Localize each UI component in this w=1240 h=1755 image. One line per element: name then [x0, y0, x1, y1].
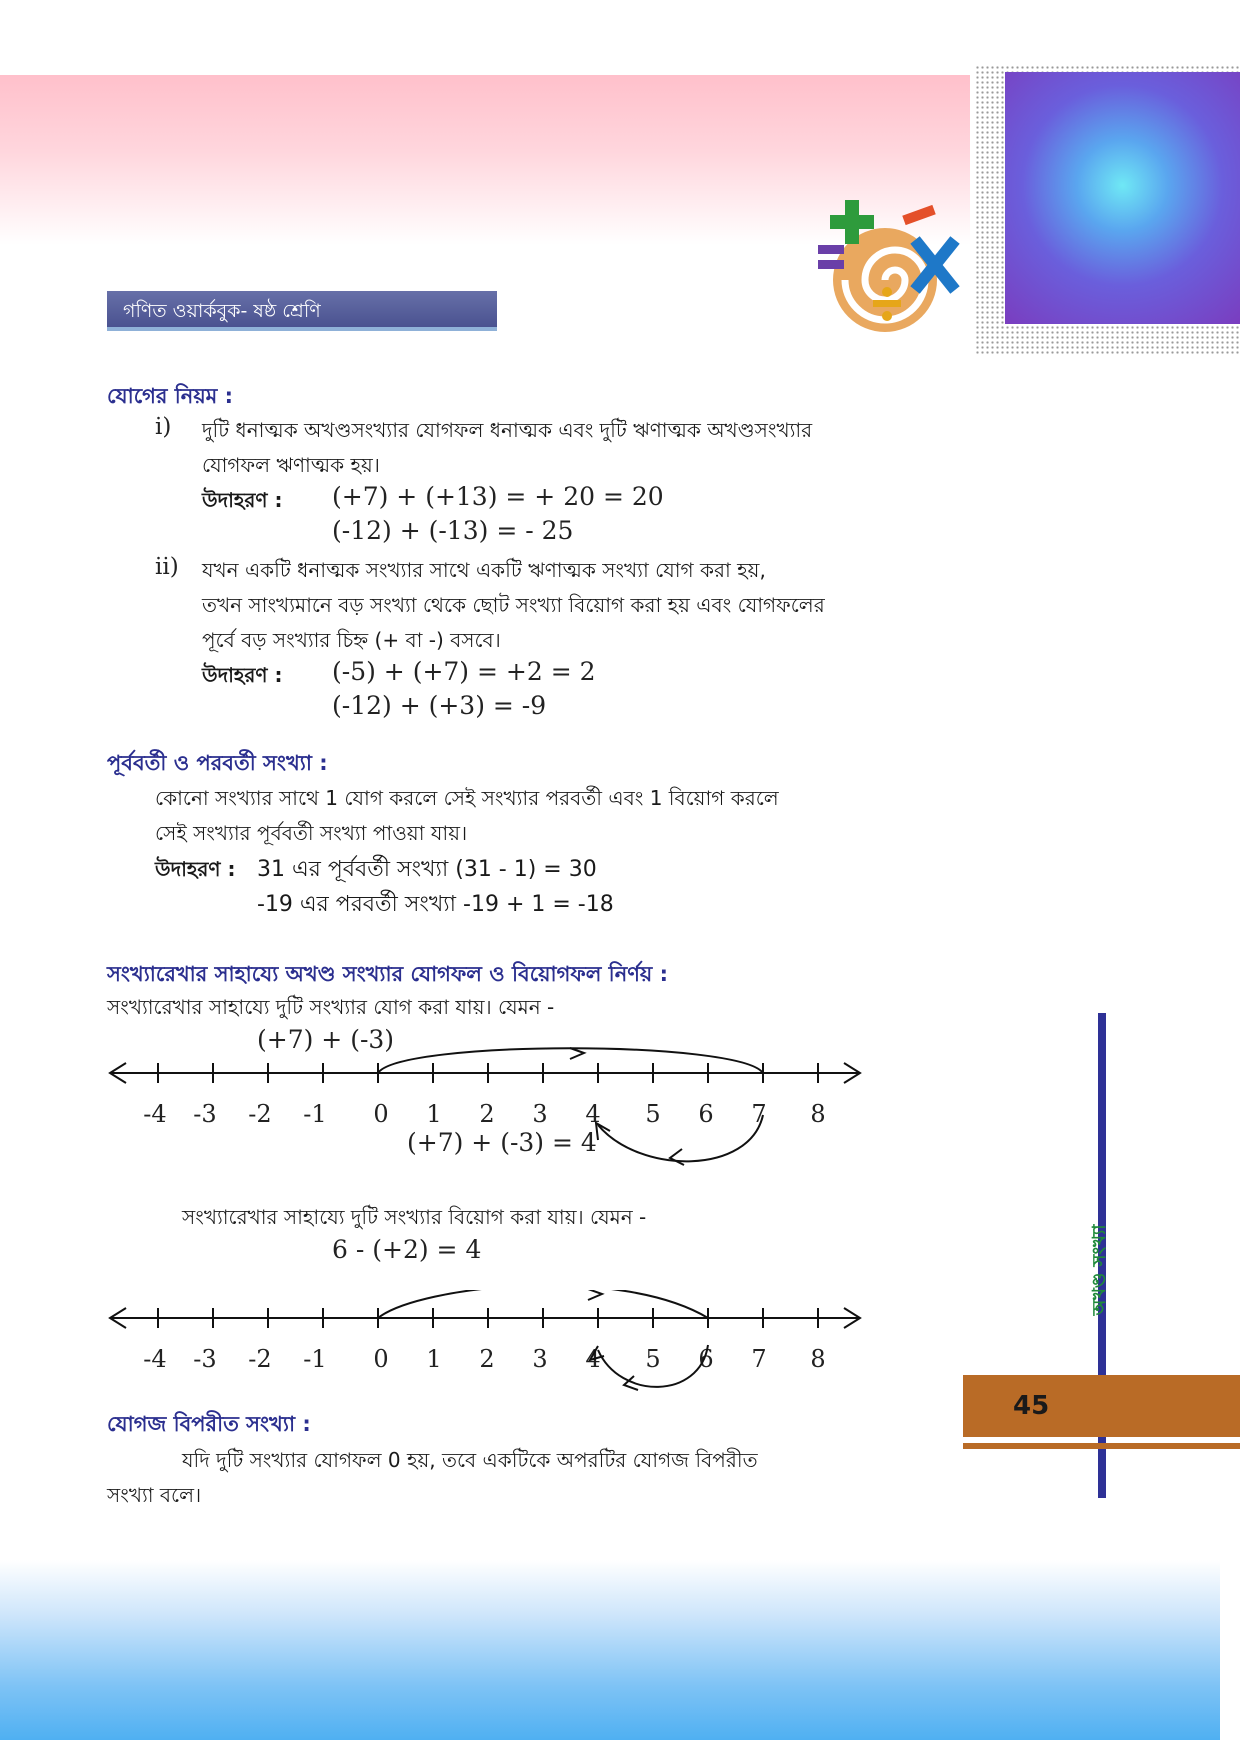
predecessor-line1: কোনো সংখ্যার সাথে 1 যোগ করলে সেই সংখ্যার পরবর্তী এবং 1 বিয়োগ করলে [155, 786, 779, 810]
tick-label: 1 [426, 1100, 442, 1128]
heading-addition-rules: যোগের নিয়ম : [107, 384, 234, 408]
tick-label: 4 [585, 1345, 601, 1373]
chapter-label: অখণ্ড সংখ্যা [1089, 1224, 1110, 1316]
arc-arrowhead [670, 1149, 684, 1165]
tick-labels [143, 1345, 825, 1373]
arc-plus-seven [378, 1048, 763, 1073]
rule1-example2: (-12) + (-13) = - 25 [332, 516, 574, 545]
rule1-example1: (+7) + (+13) = + 20 = 20 [332, 482, 664, 511]
rule1-example-label: উদাহরণ : [202, 488, 283, 512]
tick-labels [143, 1100, 825, 1128]
tick-label: 5 [645, 1100, 661, 1128]
tick-label: 7 [751, 1345, 767, 1373]
rule2-marker: ii) [155, 554, 179, 580]
rule2-line3: পূর্বে বড় সংখ্যার চিহ্ন (+ বা -) বসবে। [202, 628, 501, 652]
rule2-example2: (-12) + (+3) = -9 [332, 691, 547, 720]
decorative-gradient-square [1005, 72, 1240, 324]
predecessor-example1: 31 এর পূর্ববর্তী সংখ্যা (31 - 1) = 30 [257, 857, 597, 882]
tick-label: -3 [193, 1100, 217, 1128]
tick-label: 6 [698, 1100, 714, 1128]
page-number: 45 [963, 1375, 1240, 1437]
arc-minus-three [598, 1115, 763, 1161]
tick-label: -1 [303, 1100, 327, 1128]
predecessor-line2: সেই সংখ্যার পূর্ববর্তী সংখ্যা পাওয়া যায়। [155, 821, 468, 845]
math-symbols-logo [815, 200, 975, 335]
tick-label: -1 [303, 1345, 327, 1373]
axis [110, 1063, 860, 1083]
rule2-line1: যখন একটি ধনাত্মক সংখ্যার সাথে একটি ঋণাত্মক সংখ্যা যোগ করা হয়, [202, 558, 766, 582]
heading-predecessor-successor: পূর্ববর্তী ও পরবর্তী সংখ্যা : [107, 751, 328, 775]
tick-label: 4 [585, 1100, 601, 1128]
rule1-marker: i) [155, 414, 172, 440]
additive-inverse-line1: যদি দুটি সংখ্যার যোগফল 0 হয়, তবে একটিকে অপরটির যোগজ বিপরীত [182, 1448, 758, 1472]
rule2-example-label: উদাহরণ : [202, 663, 283, 687]
tick-label: 5 [645, 1345, 661, 1373]
tick-label: -2 [248, 1345, 272, 1373]
header-title-bar: গণিত ওয়ার্কবুক- ষষ্ঠ শ্রেণি [107, 291, 497, 331]
arc-arrowhead [588, 1290, 602, 1300]
tick-label: -4 [143, 1345, 167, 1373]
tick-label: 7 [751, 1100, 767, 1128]
tick-label: 8 [810, 1100, 826, 1128]
rule2-line2: তখন সাংখ্যমানে বড় সংখ্যা থেকে ছোট সংখ্যা বিয়োগ করা হয় এবং যোগফলের [202, 593, 825, 617]
tick-label: -2 [248, 1100, 272, 1128]
additive-inverse-line2: সংখ্যা বলে। [107, 1483, 202, 1507]
rule1-line1: দুটি ধনাত্মক অখণ্ডসংখ্যার যোগফল ধনাত্মক এবং দুটি ঋণাত্মক অখণ্ডসংখ্যার [202, 418, 813, 442]
rule1-line2: যোগফল ঋণাত্মক হয়। [202, 453, 380, 477]
tick-label: 3 [532, 1345, 548, 1373]
numberline-sub-intro: সংখ্যারেখার সাহায্যে দুটি সংখ্যার বিয়োগ করা যায়। যেমন - [182, 1205, 647, 1229]
tick-label: -4 [143, 1100, 167, 1128]
heading-number-line: সংখ্যারেখার সাহায্যে অখণ্ড সংখ্যার যোগফল ও বিয়োগফল নির্ণয় : [107, 962, 669, 986]
predecessor-example2: -19 এর পরবর্তী সংখ্যা -19 + 1 = -18 [257, 892, 614, 917]
tick-label: 3 [532, 1100, 548, 1128]
tick-label: 1 [426, 1345, 442, 1373]
numberline-add-expression: (+7) + (-3) [257, 1025, 395, 1054]
axis [110, 1308, 860, 1328]
tick-label: 2 [479, 1100, 495, 1128]
tick-label: -3 [193, 1345, 217, 1373]
numberline-add-intro: সংখ্যারেখার সাহায্যে দুটি সংখ্যার যোগ করা যায়। যেমন - [107, 995, 555, 1019]
numberline-add-result: (+7) + (-3) = 4 [407, 1128, 597, 1157]
predecessor-example-label: উদাহরণ : [155, 857, 236, 881]
tick-label: 0 [373, 1345, 389, 1373]
bottom-blue-band [0, 1560, 1220, 1740]
tick-label: 0 [373, 1100, 389, 1128]
rule2-example1: (-5) + (+7) = +2 = 2 [332, 657, 596, 686]
arc-arrowhead [570, 1048, 584, 1059]
numberline-sub-expression: 6 - (+2) = 4 [332, 1235, 482, 1264]
heading-additive-inverse: যোগজ বিপরীত সংখ্যা : [107, 1412, 311, 1436]
page-number-rule [963, 1443, 1240, 1449]
tick-label: 6 [698, 1345, 714, 1373]
tick-label: 8 [810, 1345, 826, 1373]
tick-label: 2 [479, 1345, 495, 1373]
